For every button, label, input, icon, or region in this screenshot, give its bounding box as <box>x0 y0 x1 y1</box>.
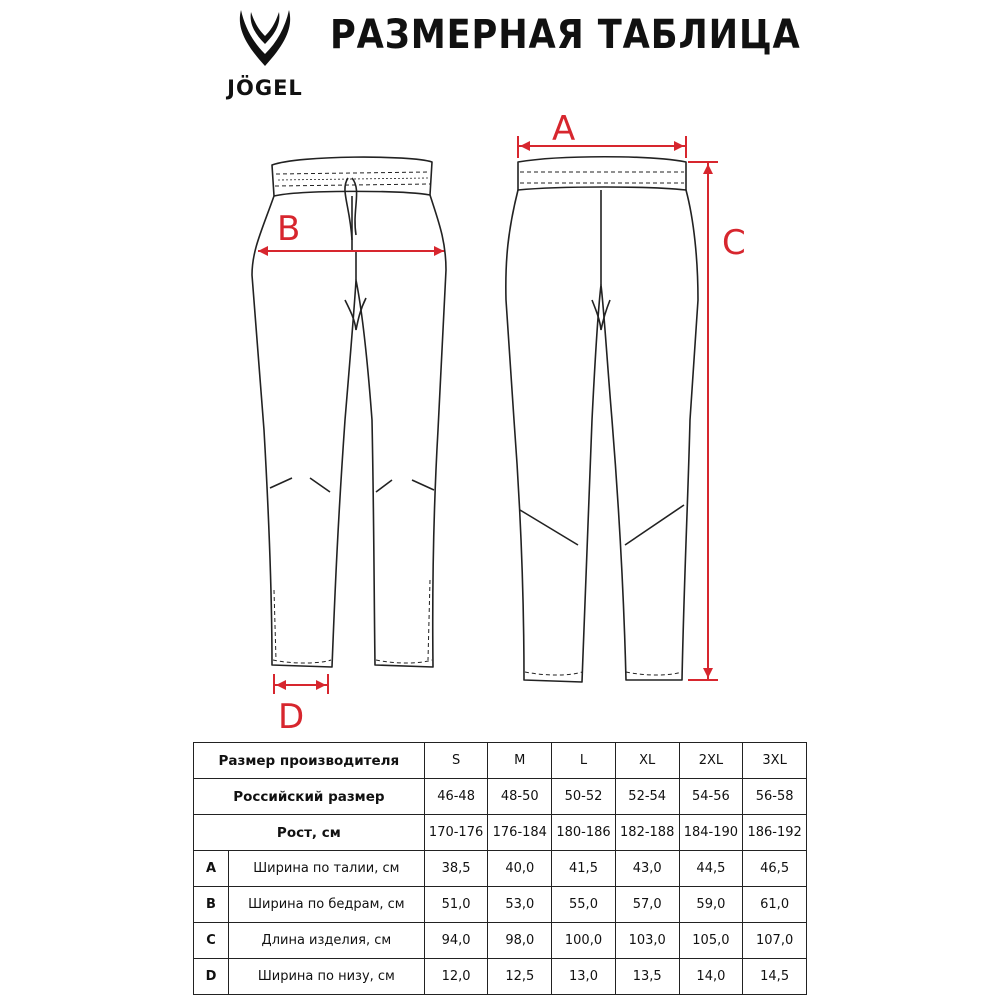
brand-name: JÖGEL <box>227 76 303 100</box>
table-cell: 57,0 <box>615 887 679 923</box>
measurement-letter: C <box>194 923 229 959</box>
table-cell: 14,5 <box>743 959 807 995</box>
dimension-label-b: B <box>277 209 301 249</box>
size-cell: XL <box>615 743 679 779</box>
dimension-label-c: C <box>722 223 746 263</box>
table-cell: 182-188 <box>615 815 679 851</box>
table-row-measurement-a <box>194 851 807 887</box>
measurement-label: Ширина по талии, см <box>229 851 425 887</box>
dimension-label-d: D <box>278 697 305 737</box>
table-cell: 41,5 <box>552 851 616 887</box>
table-row-height <box>194 815 807 851</box>
table-cell: 13,0 <box>552 959 616 995</box>
table-cell: 94,0 <box>424 923 488 959</box>
brand-logo <box>215 8 315 103</box>
table-cell: 170-176 <box>424 815 488 851</box>
table-cell: 176-184 <box>488 815 552 851</box>
table-row-measurement-c <box>194 923 807 959</box>
pants-size-diagram <box>0 100 1000 740</box>
table-cell: 40,0 <box>488 851 552 887</box>
table-cell: 103,0 <box>615 923 679 959</box>
measurement-letter: B <box>194 887 229 923</box>
size-cell: 3XL <box>743 743 807 779</box>
table-cell: 100,0 <box>552 923 616 959</box>
table-cell: 54-56 <box>679 779 743 815</box>
table-row-sizes <box>194 743 807 779</box>
table-cell: 14,0 <box>679 959 743 995</box>
table-cell: 46-48 <box>424 779 488 815</box>
height-label: Рост, см <box>194 815 425 851</box>
size-cell: M <box>488 743 552 779</box>
table-cell: 46,5 <box>743 851 807 887</box>
table-cell: 53,0 <box>488 887 552 923</box>
table-cell: 180-186 <box>552 815 616 851</box>
table-cell: 184-190 <box>679 815 743 851</box>
table-cell: 59,0 <box>679 887 743 923</box>
header-label: Размер производителя <box>194 743 425 779</box>
table-cell: 105,0 <box>679 923 743 959</box>
table-cell: 13,5 <box>615 959 679 995</box>
table-cell: 186-192 <box>743 815 807 851</box>
size-cell: 2XL <box>679 743 743 779</box>
measurement-label: Ширина по низу, см <box>229 959 425 995</box>
table-cell: 52-54 <box>615 779 679 815</box>
table-cell: 107,0 <box>743 923 807 959</box>
measurement-label: Длина изделия, см <box>229 923 425 959</box>
table-cell: 38,5 <box>424 851 488 887</box>
table-row-measurement-d <box>194 959 807 995</box>
table-cell: 48-50 <box>488 779 552 815</box>
jogel-emblem-icon <box>235 8 295 70</box>
table-cell: 61,0 <box>743 887 807 923</box>
table-row-russian-size <box>194 779 807 815</box>
measurement-label: Ширина по бедрам, см <box>229 887 425 923</box>
table-cell: 12,0 <box>424 959 488 995</box>
table-cell: 43,0 <box>615 851 679 887</box>
size-cell: S <box>424 743 488 779</box>
table-cell: 98,0 <box>488 923 552 959</box>
table-cell: 51,0 <box>424 887 488 923</box>
measurement-letter: D <box>194 959 229 995</box>
size-cell: L <box>552 743 616 779</box>
dimension-label-a: A <box>552 109 576 149</box>
table-row-measurement-b <box>194 887 807 923</box>
table-cell: 50-52 <box>552 779 616 815</box>
table-cell: 55,0 <box>552 887 616 923</box>
measurement-letter: A <box>194 851 229 887</box>
page-title: РАЗМЕРНАЯ ТАБЛИЦА <box>330 12 801 58</box>
table-cell: 12,5 <box>488 959 552 995</box>
russian-size-label: Российский размер <box>194 779 425 815</box>
table-cell: 44,5 <box>679 851 743 887</box>
size-table <box>193 742 807 995</box>
dimension-lines <box>258 136 718 694</box>
back-pants-drawing <box>506 157 698 682</box>
table-cell: 56-58 <box>743 779 807 815</box>
